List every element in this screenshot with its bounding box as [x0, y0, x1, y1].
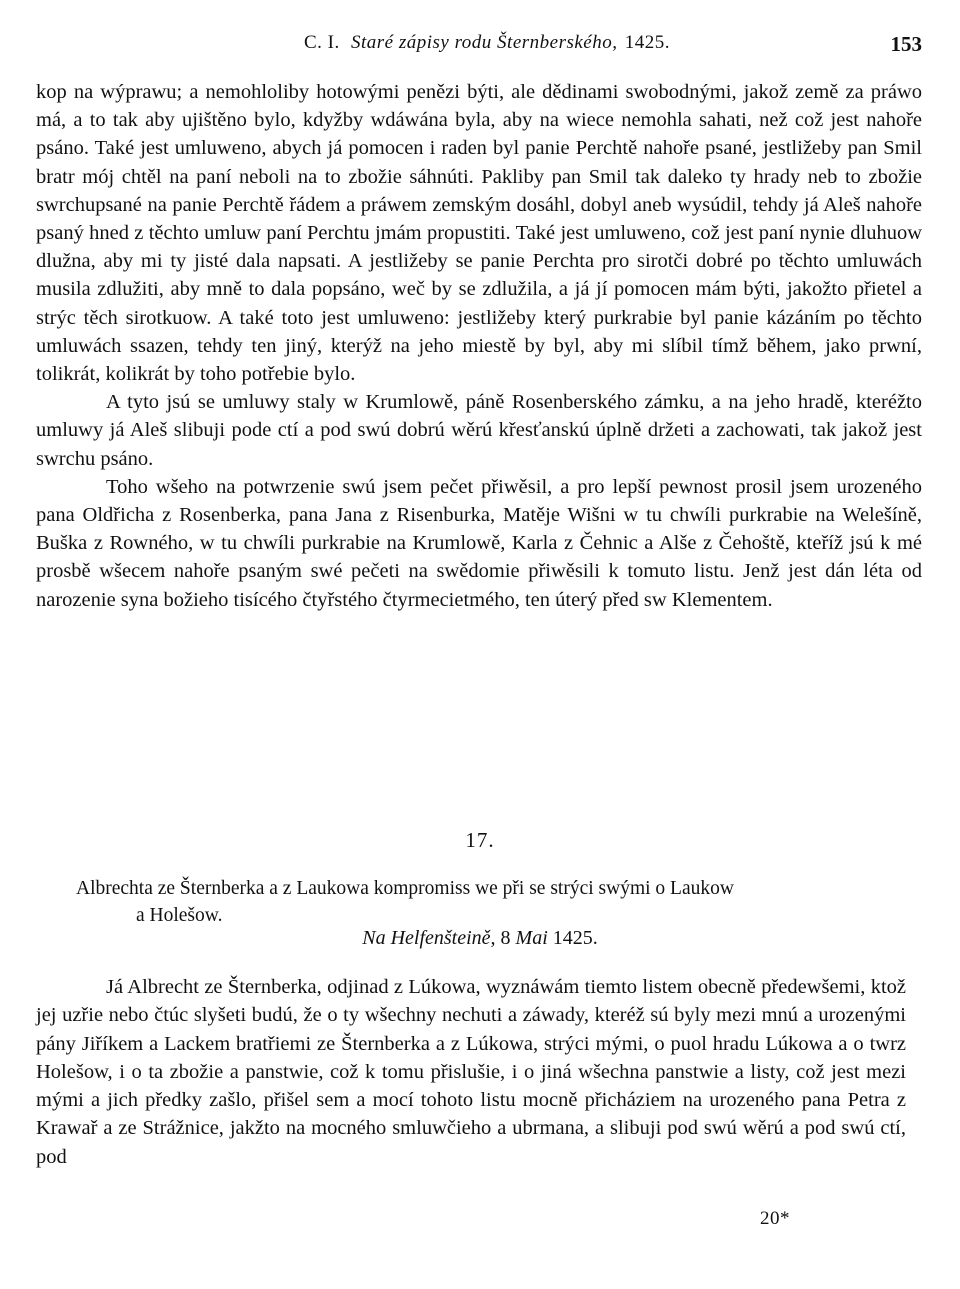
paragraph-continuation: kop na wýprawu; a nemohloliby hotowými penězi býti, ale dědinami swobodnými, jakož země za práwo má, a to tak aby ujištěno bylo, kdyžby wdáwána byla, aby na wiece nemohla sahati, než což jest nahoře psáno. Také jest umluweno, abych já pomocen i raden byl panie Perchtě nahoře psané, jestližeby pan Smil bratr mój chtěl na paní neboli na to zbožie sáhnúti. Pakliby pan Smil tak daleko ty hrady neb to zbožie swrchupsané na panie Perchtě řádem a práwem zemským dosáhl, dobyl aneb wysúdil, tehdy já Aleš nahoře psaný hned z těchto umluw paní Perchtu jmám propustiti. Také jest umluweno, což jest paní nynie dluhuow dlužna, aby mi ty jisté dala napsati. A jestližeby se panie Perchta pro sirotči dobré po těchto umluwách musila zdlužiti, aby mně to dala popsáno, weč by se zdlužila, a já jí pomocen mám býti, jakožto přietel a strýc těch sirotkuow. A také toto jest umluweno: jestližeby který purkrabie byl panie kázáním po těchto umluwách ssazen, tehdy ten jiný, kterýž na jeho miestě by byl, aby mi slíbil tímž během, jako prwní, tolikrát, kolikrát by toho potřebie bylo.	[36, 81, 922, 386]
main-text	[36, 78, 922, 614]
document-number: 17.	[465, 828, 495, 852]
date-day: 8	[500, 927, 511, 949]
document-summary	[76, 875, 916, 929]
paragraph-compromise: Já Albrecht ze Šternberka, odjinad z Lúkowa, wyznáwám tiemto listem obecně předewšemi, ktož jej uzřie nebo čtúc slyšeti budú, že o ty wšechny nechuti a záwady, kteréž sú byly mezi mnú a urozenými pány Jiříkem a Lackem bratřiemi ze Šternberka a z Lúkowa, strýci mými, o puol hradu Lúkowa a o twrz Holešow, i o ta zbožie a panstwie, což k tomu přislušie, i o jiná wšechna panstwie a listy, což jest mezi mými a jich předky zašlo, přišel sem a mocí tohoto listu mocně přicháziem na urozeného pana Petra z Krawař a ze Strážnice, jakžto na mocného smluwčieho a ubrmana, a slibuji pod swú wěrú a pod swú ctí, pod	[36, 976, 906, 1168]
page-number: 153	[890, 32, 922, 56]
document-text	[36, 973, 906, 1171]
date-year: 1425.	[552, 927, 598, 949]
running-year: 1425.	[624, 32, 670, 53]
date-month: Mai	[515, 927, 548, 949]
paragraph-agreement: A tyto jsú se umluwy staly w Krumlowě, páně Rosenberského zámku, a na jeho hradě, kteréžto umluwy já Aleš slibuji pode ctí a pod swú dobrú wěrú křesťanskú úplně držeti a zachowati, tak jakož jest swrchu psáno.	[36, 391, 922, 470]
signature-mark: 20*	[760, 1208, 790, 1229]
running-title: Staré zápisy rodu Šternberského,	[351, 32, 618, 53]
paragraph-seal: Toho wšeho na potwrzenie swú jsem pečet přiwěsil, a pro lepší pewnost prosil jsem urozeného pana Oldřicha z Rosenberka, pana Jana z Risenburka, Matěje Wišni w tu chwíli purkrabie na Welešíně, Buška z Rowného, w tu chwíli purkrabie na Krumlowě, Karla z Čehnic a Alše z Čehoště, kteříž jsú k mé prosbě wšecem nahoře psaným swé pečeti na swědomie přiwěsili k tomuto listu. Jenž jest dán léta od narozenie syna božieho tisícého čtyřstého čtyrmecietmého, ten úterý před sw Klementem.	[36, 475, 922, 611]
date-place: Na Helfenšteině,	[362, 927, 496, 949]
page-header	[52, 32, 922, 62]
summary-line-2: a Holešow.	[136, 905, 223, 926]
section-label: C. I.	[304, 32, 340, 53]
document-date	[0, 927, 960, 950]
summary-line-1: Albrechta ze Šternberka a z Laukowa kompromiss we při se strýci swými o Laukow	[76, 878, 734, 899]
running-head	[52, 32, 922, 54]
